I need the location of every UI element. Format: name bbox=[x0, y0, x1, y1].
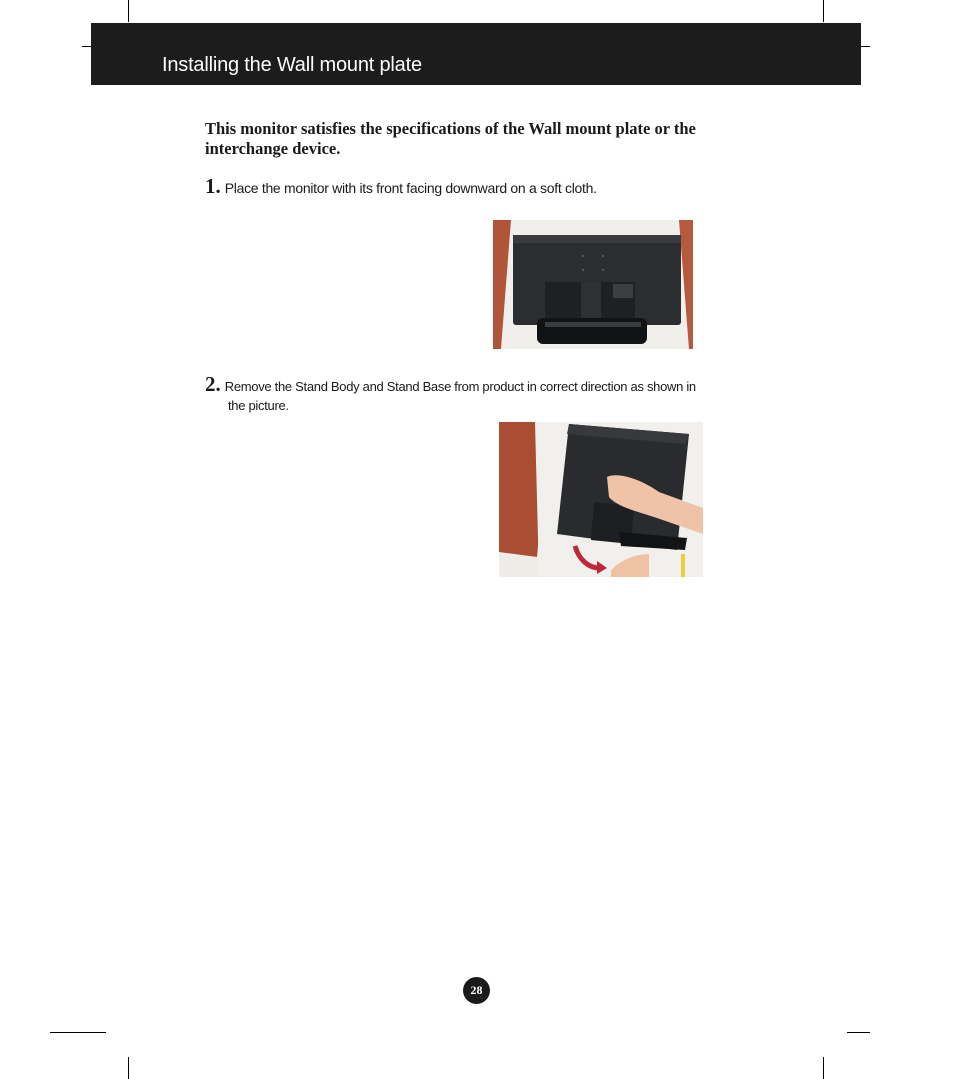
page-number-badge: 28 bbox=[463, 977, 490, 1004]
step-text: Remove the Stand Body and Stand Base from product in correct direction as shown in bbox=[224, 379, 696, 394]
step-2 bbox=[205, 372, 745, 397]
intro-text: This monitor satisfies the specifications of the Wall mount plate or the interchange device. bbox=[205, 119, 696, 158]
step-number: 1. bbox=[205, 174, 221, 198]
monitor-facedown-photo bbox=[493, 220, 693, 349]
stand-removal-photo bbox=[499, 422, 703, 577]
crop-mark bbox=[82, 46, 91, 47]
crop-mark bbox=[823, 1057, 824, 1079]
header-band bbox=[91, 23, 861, 85]
crop-mark bbox=[847, 1032, 870, 1033]
crop-mark bbox=[128, 1057, 129, 1079]
crop-mark bbox=[861, 46, 870, 47]
crop-mark bbox=[128, 0, 129, 22]
page-title: Installing the Wall mount plate bbox=[162, 54, 422, 76]
step-text-continuation: the picture. bbox=[228, 398, 289, 413]
crop-mark bbox=[50, 1032, 106, 1033]
step-number: 2. bbox=[205, 372, 221, 396]
crop-mark bbox=[823, 0, 824, 22]
step-text: Place the monitor with its front facing downward on a soft cloth. bbox=[224, 180, 597, 196]
step-1 bbox=[205, 174, 597, 199]
